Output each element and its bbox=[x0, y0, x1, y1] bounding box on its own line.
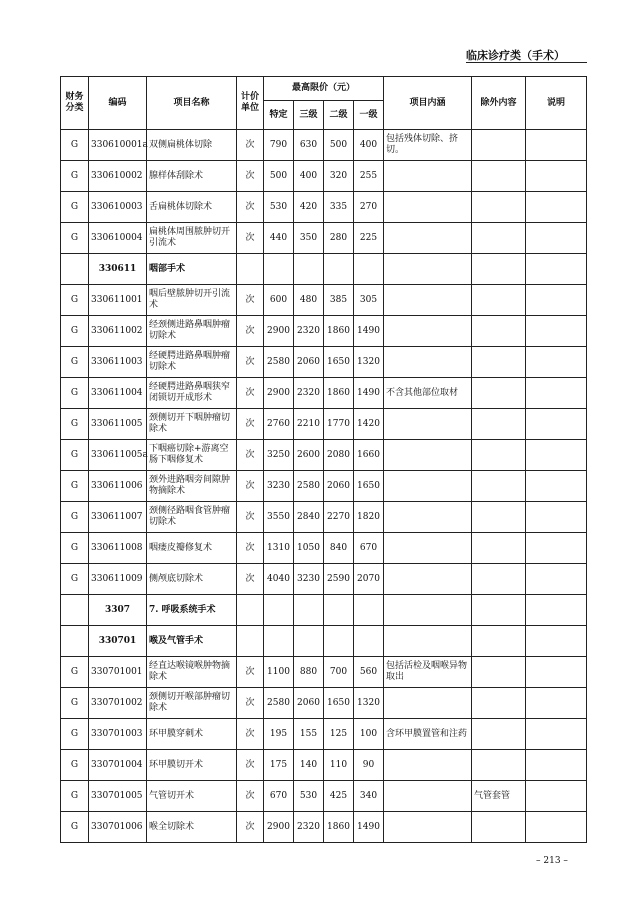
cell-price-level1: 1490 bbox=[354, 812, 384, 843]
cell-price-level3: 2580 bbox=[294, 471, 324, 502]
cell-price-level3 bbox=[294, 595, 324, 626]
table-row bbox=[61, 781, 587, 812]
cell-price-level3: 1050 bbox=[294, 533, 324, 564]
cell-notes bbox=[526, 347, 587, 378]
cell-price-special: 3230 bbox=[264, 471, 294, 502]
cell-finance-category: G bbox=[61, 285, 89, 316]
cell-code: 3307 bbox=[89, 595, 147, 626]
cell-price-level2: 500 bbox=[324, 130, 354, 161]
cell-code: 330611005 bbox=[89, 409, 147, 440]
cell-notes bbox=[526, 440, 587, 471]
cell-exclusions bbox=[472, 626, 526, 657]
cell-code: 330610001a bbox=[89, 130, 147, 161]
cell-unit bbox=[237, 626, 264, 657]
cell-notes bbox=[526, 471, 587, 502]
cell-price-level1: 2070 bbox=[354, 564, 384, 595]
cell-content bbox=[384, 316, 472, 347]
cell-finance-category: G bbox=[61, 316, 89, 347]
cell-price-level3: 480 bbox=[294, 285, 324, 316]
cell-unit: 次 bbox=[237, 502, 264, 533]
cell-finance-category bbox=[61, 595, 89, 626]
cell-price-level3: 2320 bbox=[294, 378, 324, 409]
cell-price-level1 bbox=[354, 595, 384, 626]
cell-price-level1: 1320 bbox=[354, 688, 384, 719]
cell-code: 330701006 bbox=[89, 812, 147, 843]
cell-unit: 次 bbox=[237, 440, 264, 471]
cell-price-level2: 280 bbox=[324, 223, 354, 254]
cell-price-level1: 90 bbox=[354, 750, 384, 781]
cell-item-name: 侧颅底切除术 bbox=[147, 564, 237, 595]
cell-item-name: 气管切开术 bbox=[147, 781, 237, 812]
cell-unit: 次 bbox=[237, 533, 264, 564]
cell-price-level3: 530 bbox=[294, 781, 324, 812]
header-code: 编码 bbox=[89, 77, 147, 130]
cell-content bbox=[384, 595, 472, 626]
cell-price-level2: 1770 bbox=[324, 409, 354, 440]
cell-notes bbox=[526, 812, 587, 843]
cell-price-level3: 400 bbox=[294, 161, 324, 192]
cell-notes bbox=[526, 781, 587, 812]
table-row bbox=[61, 347, 587, 378]
cell-content bbox=[384, 688, 472, 719]
cell-price-level2 bbox=[324, 254, 354, 285]
cell-exclusions bbox=[472, 502, 526, 533]
cell-item-name: 颈侧切开喉部肿瘤切除术 bbox=[147, 688, 237, 719]
cell-notes bbox=[526, 533, 587, 564]
cell-price-special bbox=[264, 595, 294, 626]
cell-notes bbox=[526, 502, 587, 533]
table-row bbox=[61, 409, 587, 440]
cell-notes bbox=[526, 285, 587, 316]
table-row bbox=[61, 440, 587, 471]
cell-notes bbox=[526, 130, 587, 161]
cell-price-level3: 2320 bbox=[294, 812, 324, 843]
cell-price-level2 bbox=[324, 595, 354, 626]
cell-content: 包括活检及咽喉异物取出 bbox=[384, 657, 472, 688]
cell-price-special bbox=[264, 254, 294, 285]
cell-price-level3: 2320 bbox=[294, 316, 324, 347]
cell-notes bbox=[526, 750, 587, 781]
cell-item-name: 颈外进路咽旁间隙肿物摘除术 bbox=[147, 471, 237, 502]
cell-item-name: 咽后壁脓肿切开引流术 bbox=[147, 285, 237, 316]
cell-code: 330701003 bbox=[89, 719, 147, 750]
cell-finance-category: G bbox=[61, 192, 89, 223]
cell-content: 包括残体切除、挤切。 bbox=[384, 130, 472, 161]
cell-price-level2: 1860 bbox=[324, 812, 354, 843]
cell-price-level1: 1320 bbox=[354, 347, 384, 378]
cell-unit bbox=[237, 595, 264, 626]
cell-item-name: 7. 呼吸系统手术 bbox=[147, 595, 237, 626]
cell-price-special: 600 bbox=[264, 285, 294, 316]
cell-price-level2: 1860 bbox=[324, 316, 354, 347]
cell-finance-category: G bbox=[61, 502, 89, 533]
cell-price-level2: 700 bbox=[324, 657, 354, 688]
cell-content bbox=[384, 533, 472, 564]
cell-exclusions bbox=[472, 657, 526, 688]
cell-content bbox=[384, 812, 472, 843]
cell-item-name: 经直达喉镜喉肿物摘除术 bbox=[147, 657, 237, 688]
cell-price-level1: 1490 bbox=[354, 316, 384, 347]
cell-finance-category: G bbox=[61, 130, 89, 161]
section-row bbox=[61, 626, 587, 657]
cell-item-name: 下咽癌切除+游离空肠下咽修复术 bbox=[147, 440, 237, 471]
cell-finance-category: G bbox=[61, 533, 89, 564]
cell-notes bbox=[526, 378, 587, 409]
cell-content bbox=[384, 409, 472, 440]
header-price-level1: 一级 bbox=[354, 101, 384, 130]
header-unit: 计价单位 bbox=[237, 77, 264, 130]
cell-finance-category: G bbox=[61, 409, 89, 440]
header-exclusions: 除外内容 bbox=[472, 77, 526, 130]
cell-finance-category: G bbox=[61, 347, 89, 378]
cell-item-name: 经硬腭进路鼻咽肿瘤切除术 bbox=[147, 347, 237, 378]
cell-finance-category: G bbox=[61, 378, 89, 409]
cell-exclusions bbox=[472, 347, 526, 378]
header-rule bbox=[466, 62, 587, 63]
cell-code: 330611009 bbox=[89, 564, 147, 595]
cell-exclusions bbox=[472, 130, 526, 161]
cell-price-level2: 2080 bbox=[324, 440, 354, 471]
cell-price-level2: 1650 bbox=[324, 347, 354, 378]
cell-finance-category bbox=[61, 626, 89, 657]
cell-price-level3 bbox=[294, 626, 324, 657]
table-row bbox=[61, 130, 587, 161]
cell-price-special: 175 bbox=[264, 750, 294, 781]
cell-price-level1: 1660 bbox=[354, 440, 384, 471]
cell-notes bbox=[526, 409, 587, 440]
cell-unit: 次 bbox=[237, 347, 264, 378]
cell-price-level2: 320 bbox=[324, 161, 354, 192]
cell-finance-category: G bbox=[61, 440, 89, 471]
cell-unit: 次 bbox=[237, 285, 264, 316]
cell-exclusions bbox=[472, 719, 526, 750]
cell-notes bbox=[526, 626, 587, 657]
cell-exclusions bbox=[472, 812, 526, 843]
cell-content: 不含其他部位取材 bbox=[384, 378, 472, 409]
page-number: – 213 – bbox=[536, 856, 568, 866]
cell-price-special: 500 bbox=[264, 161, 294, 192]
table-row bbox=[61, 688, 587, 719]
cell-price-level1: 400 bbox=[354, 130, 384, 161]
cell-price-level2: 425 bbox=[324, 781, 354, 812]
cell-finance-category: G bbox=[61, 657, 89, 688]
cell-item-name: 双侧扁桃体切除 bbox=[147, 130, 237, 161]
cell-code: 330701001 bbox=[89, 657, 147, 688]
cell-code: 330611007 bbox=[89, 502, 147, 533]
cell-price-special: 670 bbox=[264, 781, 294, 812]
cell-exclusions bbox=[472, 440, 526, 471]
cell-exclusions bbox=[472, 192, 526, 223]
cell-item-name: 颈侧径路咽食管肿瘤切除术 bbox=[147, 502, 237, 533]
cell-code: 330611008 bbox=[89, 533, 147, 564]
header-finance-category: 财务分类 bbox=[61, 77, 89, 130]
cell-price-special: 4040 bbox=[264, 564, 294, 595]
cell-content bbox=[384, 161, 472, 192]
cell-price-special bbox=[264, 626, 294, 657]
cell-price-level1: 1420 bbox=[354, 409, 384, 440]
cell-exclusions bbox=[472, 750, 526, 781]
cell-price-level2: 2270 bbox=[324, 502, 354, 533]
table-row bbox=[61, 533, 587, 564]
cell-unit: 次 bbox=[237, 161, 264, 192]
header-max-price: 最高限价（元） bbox=[264, 77, 384, 101]
cell-content bbox=[384, 192, 472, 223]
cell-item-name: 环甲膜穿刺术 bbox=[147, 719, 237, 750]
cell-price-level1: 255 bbox=[354, 161, 384, 192]
cell-finance-category: G bbox=[61, 223, 89, 254]
cell-price-level1: 305 bbox=[354, 285, 384, 316]
cell-price-special: 2900 bbox=[264, 378, 294, 409]
cell-item-name: 咽瘘皮瓣修复术 bbox=[147, 533, 237, 564]
cell-finance-category bbox=[61, 254, 89, 285]
cell-content bbox=[384, 781, 472, 812]
cell-price-level2: 335 bbox=[324, 192, 354, 223]
header-notes: 说明 bbox=[526, 77, 587, 130]
cell-item-name: 喉及气管手术 bbox=[147, 626, 237, 657]
price-table bbox=[60, 76, 587, 843]
cell-code: 330701 bbox=[89, 626, 147, 657]
table-row bbox=[61, 471, 587, 502]
cell-code: 330701004 bbox=[89, 750, 147, 781]
cell-code: 330701005 bbox=[89, 781, 147, 812]
cell-price-special: 440 bbox=[264, 223, 294, 254]
cell-price-level1: 225 bbox=[354, 223, 384, 254]
cell-price-special: 3550 bbox=[264, 502, 294, 533]
cell-content bbox=[384, 626, 472, 657]
cell-price-level1: 560 bbox=[354, 657, 384, 688]
cell-unit: 次 bbox=[237, 564, 264, 595]
cell-unit: 次 bbox=[237, 688, 264, 719]
cell-notes bbox=[526, 316, 587, 347]
cell-finance-category: G bbox=[61, 564, 89, 595]
cell-price-special: 1100 bbox=[264, 657, 294, 688]
cell-exclusions bbox=[472, 409, 526, 440]
cell-exclusions bbox=[472, 378, 526, 409]
cell-price-level3: 3230 bbox=[294, 564, 324, 595]
cell-code: 330611004 bbox=[89, 378, 147, 409]
table-row bbox=[61, 719, 587, 750]
cell-unit: 次 bbox=[237, 130, 264, 161]
cell-price-level2: 385 bbox=[324, 285, 354, 316]
cell-notes bbox=[526, 223, 587, 254]
table-row bbox=[61, 223, 587, 254]
cell-price-level2: 1650 bbox=[324, 688, 354, 719]
cell-price-level1: 1490 bbox=[354, 378, 384, 409]
cell-finance-category: G bbox=[61, 471, 89, 502]
cell-price-level1: 1650 bbox=[354, 471, 384, 502]
cell-price-level1 bbox=[354, 626, 384, 657]
cell-content bbox=[384, 254, 472, 285]
cell-price-special: 530 bbox=[264, 192, 294, 223]
cell-exclusions: 气管套管 bbox=[472, 781, 526, 812]
cell-notes bbox=[526, 719, 587, 750]
cell-finance-category: G bbox=[61, 719, 89, 750]
cell-item-name: 咽部手术 bbox=[147, 254, 237, 285]
cell-unit: 次 bbox=[237, 812, 264, 843]
cell-unit bbox=[237, 254, 264, 285]
cell-price-special: 790 bbox=[264, 130, 294, 161]
cell-code: 330611003 bbox=[89, 347, 147, 378]
cell-notes bbox=[526, 688, 587, 719]
cell-code: 330610003 bbox=[89, 192, 147, 223]
cell-finance-category: G bbox=[61, 781, 89, 812]
cell-content bbox=[384, 440, 472, 471]
cell-unit: 次 bbox=[237, 378, 264, 409]
cell-price-level3: 880 bbox=[294, 657, 324, 688]
cell-content bbox=[384, 223, 472, 254]
cell-price-level3: 2060 bbox=[294, 688, 324, 719]
cell-exclusions bbox=[472, 285, 526, 316]
cell-price-level2: 110 bbox=[324, 750, 354, 781]
cell-item-name: 环甲膜切开术 bbox=[147, 750, 237, 781]
cell-unit: 次 bbox=[237, 223, 264, 254]
header-price-special: 特定 bbox=[264, 101, 294, 130]
cell-price-level1: 1820 bbox=[354, 502, 384, 533]
cell-price-level1: 100 bbox=[354, 719, 384, 750]
cell-unit: 次 bbox=[237, 409, 264, 440]
cell-unit: 次 bbox=[237, 750, 264, 781]
cell-exclusions bbox=[472, 688, 526, 719]
cell-price-level3: 2210 bbox=[294, 409, 324, 440]
cell-price-level3: 140 bbox=[294, 750, 324, 781]
cell-price-level2: 125 bbox=[324, 719, 354, 750]
cell-content bbox=[384, 564, 472, 595]
table-row bbox=[61, 285, 587, 316]
cell-code: 330701002 bbox=[89, 688, 147, 719]
cell-unit: 次 bbox=[237, 657, 264, 688]
cell-notes bbox=[526, 564, 587, 595]
cell-price-level2: 840 bbox=[324, 533, 354, 564]
cell-price-level3: 155 bbox=[294, 719, 324, 750]
cell-price-level2: 2590 bbox=[324, 564, 354, 595]
table-row bbox=[61, 502, 587, 533]
cell-price-special: 195 bbox=[264, 719, 294, 750]
cell-price-level1: 340 bbox=[354, 781, 384, 812]
cell-content: 含环甲膜置管和注药 bbox=[384, 719, 472, 750]
cell-notes bbox=[526, 657, 587, 688]
cell-content bbox=[384, 347, 472, 378]
cell-finance-category: G bbox=[61, 812, 89, 843]
cell-price-special: 3250 bbox=[264, 440, 294, 471]
cell-content bbox=[384, 471, 472, 502]
cell-price-level3: 630 bbox=[294, 130, 324, 161]
cell-exclusions bbox=[472, 471, 526, 502]
cell-content bbox=[384, 502, 472, 533]
cell-price-level3: 2060 bbox=[294, 347, 324, 378]
table-row bbox=[61, 316, 587, 347]
cell-price-special: 2580 bbox=[264, 688, 294, 719]
cell-price-level2 bbox=[324, 626, 354, 657]
cell-item-name: 舌扁桃体切除术 bbox=[147, 192, 237, 223]
cell-price-level3: 2600 bbox=[294, 440, 324, 471]
cell-exclusions bbox=[472, 223, 526, 254]
cell-price-special: 1310 bbox=[264, 533, 294, 564]
table-row bbox=[61, 161, 587, 192]
table-row bbox=[61, 192, 587, 223]
cell-price-special: 2900 bbox=[264, 316, 294, 347]
cell-notes bbox=[526, 254, 587, 285]
cell-item-name: 经硬腭进路鼻咽狭窄闭锁切开成形术 bbox=[147, 378, 237, 409]
cell-unit: 次 bbox=[237, 316, 264, 347]
cell-item-name: 颈侧切开下咽肿瘤切除术 bbox=[147, 409, 237, 440]
cell-item-name: 经颈侧进路鼻咽肿瘤切除术 bbox=[147, 316, 237, 347]
cell-exclusions bbox=[472, 254, 526, 285]
cell-finance-category: G bbox=[61, 161, 89, 192]
cell-exclusions bbox=[472, 564, 526, 595]
cell-price-special: 2760 bbox=[264, 409, 294, 440]
cell-unit: 次 bbox=[237, 192, 264, 223]
table-row bbox=[61, 750, 587, 781]
cell-price-level1 bbox=[354, 254, 384, 285]
cell-finance-category: G bbox=[61, 750, 89, 781]
table-row bbox=[61, 378, 587, 409]
table-row bbox=[61, 564, 587, 595]
header-content: 项目内涵 bbox=[384, 77, 472, 130]
cell-exclusions bbox=[472, 595, 526, 626]
cell-exclusions bbox=[472, 316, 526, 347]
cell-price-level3: 350 bbox=[294, 223, 324, 254]
cell-code: 330610002 bbox=[89, 161, 147, 192]
cell-price-level2: 2060 bbox=[324, 471, 354, 502]
cell-unit: 次 bbox=[237, 471, 264, 502]
cell-content bbox=[384, 750, 472, 781]
cell-notes bbox=[526, 595, 587, 626]
cell-code: 330611002 bbox=[89, 316, 147, 347]
cell-unit: 次 bbox=[237, 781, 264, 812]
table-row bbox=[61, 657, 587, 688]
cell-item-name: 腺样体刮除术 bbox=[147, 161, 237, 192]
cell-code: 330611001 bbox=[89, 285, 147, 316]
cell-price-level1: 270 bbox=[354, 192, 384, 223]
cell-price-level2: 1860 bbox=[324, 378, 354, 409]
cell-price-special: 2900 bbox=[264, 812, 294, 843]
cell-exclusions bbox=[472, 161, 526, 192]
cell-unit: 次 bbox=[237, 719, 264, 750]
cell-exclusions bbox=[472, 533, 526, 564]
table-body bbox=[61, 130, 587, 843]
header-price-level3: 三级 bbox=[294, 101, 324, 130]
section-title: 临床诊疗类（手术） bbox=[466, 49, 565, 62]
cell-item-name: 喉全切除术 bbox=[147, 812, 237, 843]
cell-notes bbox=[526, 192, 587, 223]
cell-price-level3: 2840 bbox=[294, 502, 324, 533]
cell-code: 330611006 bbox=[89, 471, 147, 502]
cell-price-level3 bbox=[294, 254, 324, 285]
cell-item-name: 扁桃体周围脓肿切开引流术 bbox=[147, 223, 237, 254]
header-item-name: 项目名称 bbox=[147, 77, 237, 130]
header-price-level2: 二级 bbox=[324, 101, 354, 130]
cell-content bbox=[384, 285, 472, 316]
table-row bbox=[61, 812, 587, 843]
section-row bbox=[61, 595, 587, 626]
section-row bbox=[61, 254, 587, 285]
cell-code: 330611 bbox=[89, 254, 147, 285]
cell-price-level1: 670 bbox=[354, 533, 384, 564]
cell-price-level3: 420 bbox=[294, 192, 324, 223]
cell-finance-category: G bbox=[61, 688, 89, 719]
cell-code: 330611005a bbox=[89, 440, 147, 471]
cell-code: 330610004 bbox=[89, 223, 147, 254]
cell-price-special: 2580 bbox=[264, 347, 294, 378]
cell-notes bbox=[526, 161, 587, 192]
